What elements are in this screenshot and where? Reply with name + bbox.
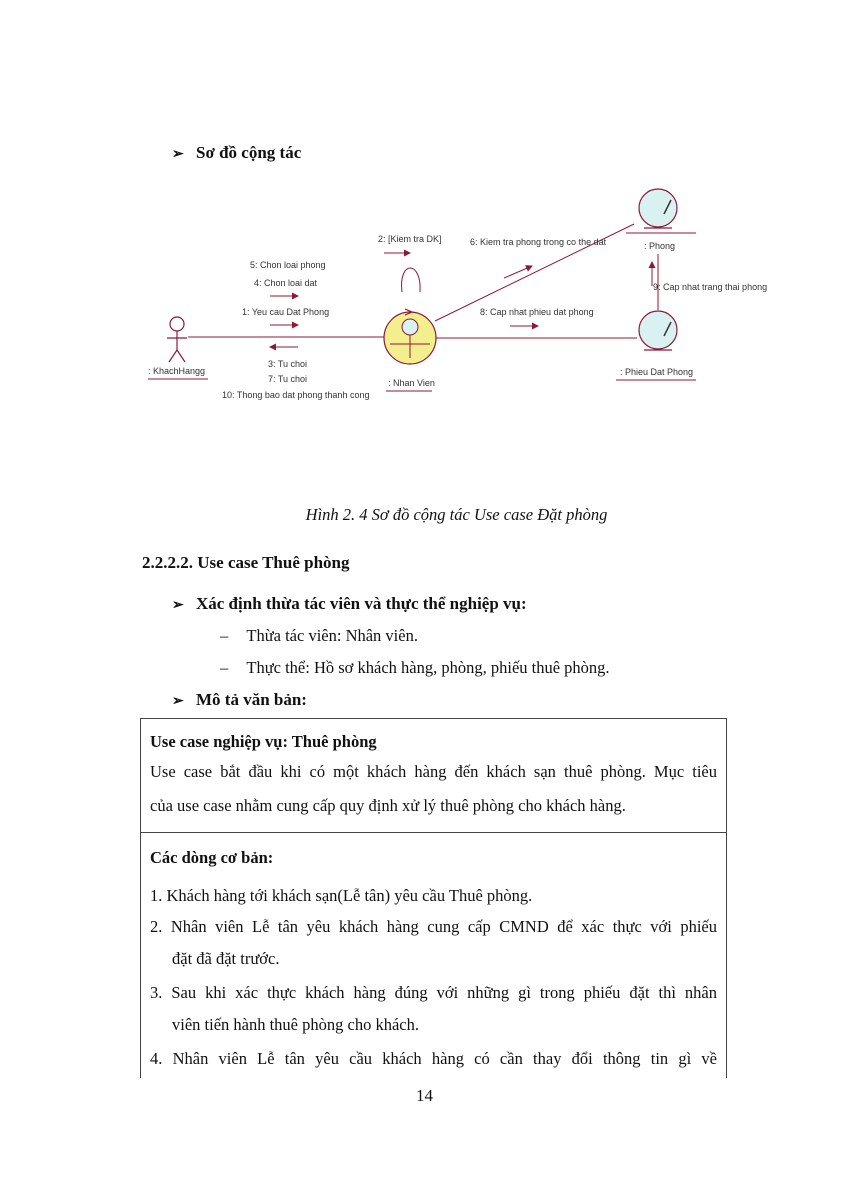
arrow-bullet-icon: ➢ xyxy=(172,598,184,613)
bullet-text-description: ➢ Mô tả văn bản: xyxy=(172,690,307,709)
entity-phong-label: : Phong xyxy=(644,241,676,251)
actor-label: : KhachHangg xyxy=(148,366,206,376)
message-6: 6: Kiem tra phong trong co the dat xyxy=(470,237,607,247)
arrow-bullet-icon: ➢ xyxy=(172,694,184,709)
message-5: 5: Chon loai phong xyxy=(250,260,326,270)
flow-step-2-cont: đặt đã đặt trước. xyxy=(172,949,280,968)
page-number: 14 xyxy=(416,1086,433,1105)
section-title: 2.2.2.2. Use case Thuê phòng xyxy=(142,553,350,572)
table-divider xyxy=(141,832,726,833)
sub-item-actor: – Thừa tác viên: Nhân viên. xyxy=(220,626,418,645)
message-2: 2: [Kiem tra DK] xyxy=(378,234,442,244)
use-case-table xyxy=(140,718,727,1078)
bullet-actors-entities: ➢ Xác định thừa tác viên và thực thể nghiệp vụ: xyxy=(172,594,527,613)
controller-nhanvien xyxy=(384,309,436,364)
message-4: 4: Chon loai dat xyxy=(254,278,318,288)
sub-item-entities: – Thực thể: Hồ sơ khách hàng, phòng, phiếu thuê phòng. xyxy=(220,658,610,677)
message-8: 8: Cap nhat phieu dat phong xyxy=(480,307,594,317)
use-case-title: Use case nghiệp vụ: Thuê phòng xyxy=(150,732,377,751)
message-1: 1: Yeu cau Dat Phong xyxy=(242,307,330,317)
use-case-description-2: của use case nhằm cung cấp quy định xử lý thuê phòng cho khách hàng. xyxy=(150,796,626,815)
flow-step-3-cont: viên tiến hành thuê phòng cho khách. xyxy=(172,1015,419,1034)
flow-step-1: 1. Khách hàng tới khách sạn(Lễ tân) yêu cầu Thuê phòng. xyxy=(150,886,533,905)
figure-caption: Hình 2. 4 Sơ đồ cộng tác Use case Đặt phòng xyxy=(305,505,608,524)
arrow-bullet-icon: ➢ xyxy=(172,147,184,162)
message-7: 7: Tu choi xyxy=(268,374,308,384)
entity-phieu-label: : Phieu Dat Phong xyxy=(620,367,694,377)
dash-bullet-icon: – xyxy=(220,658,229,677)
controller-label: : Nhan Vien xyxy=(388,378,435,388)
message-9: 9: Cap nhat trang thai phong xyxy=(653,282,768,292)
flow-step-3: 3. Sau khi xác thực khách hàng đúng với những gì trong phiếu đặt thì nhân xyxy=(150,983,717,1002)
dash-bullet-icon: – xyxy=(220,626,229,645)
diagram-section-heading: ➢ Sơ đồ cộng tác xyxy=(172,143,302,162)
use-case-description-1: Use case bắt đầu khi có một khách hàng đến khách sạn thuê phòng. Mục tiêu xyxy=(150,762,717,781)
basic-flow-title: Các dòng cơ bản: xyxy=(150,848,274,867)
flow-step-2: 2. Nhân viên Lễ tân yêu khách hàng cung cấp CMND để xác thực với phiếu xyxy=(150,917,717,936)
entity-phong xyxy=(639,189,677,228)
entity-phieu-dat-phong xyxy=(639,311,677,350)
flow-step-4: 4. Nhân viên Lễ tân yêu cầu khách hàng có cần thay đổi thông tin gì về xyxy=(150,1049,717,1068)
message-3: 3: Tu choi xyxy=(268,359,308,369)
actor-khachhang xyxy=(167,317,187,362)
collaboration-diagram xyxy=(140,178,780,418)
message-10: 10: Thong bao dat phong thanh cong xyxy=(222,390,370,400)
